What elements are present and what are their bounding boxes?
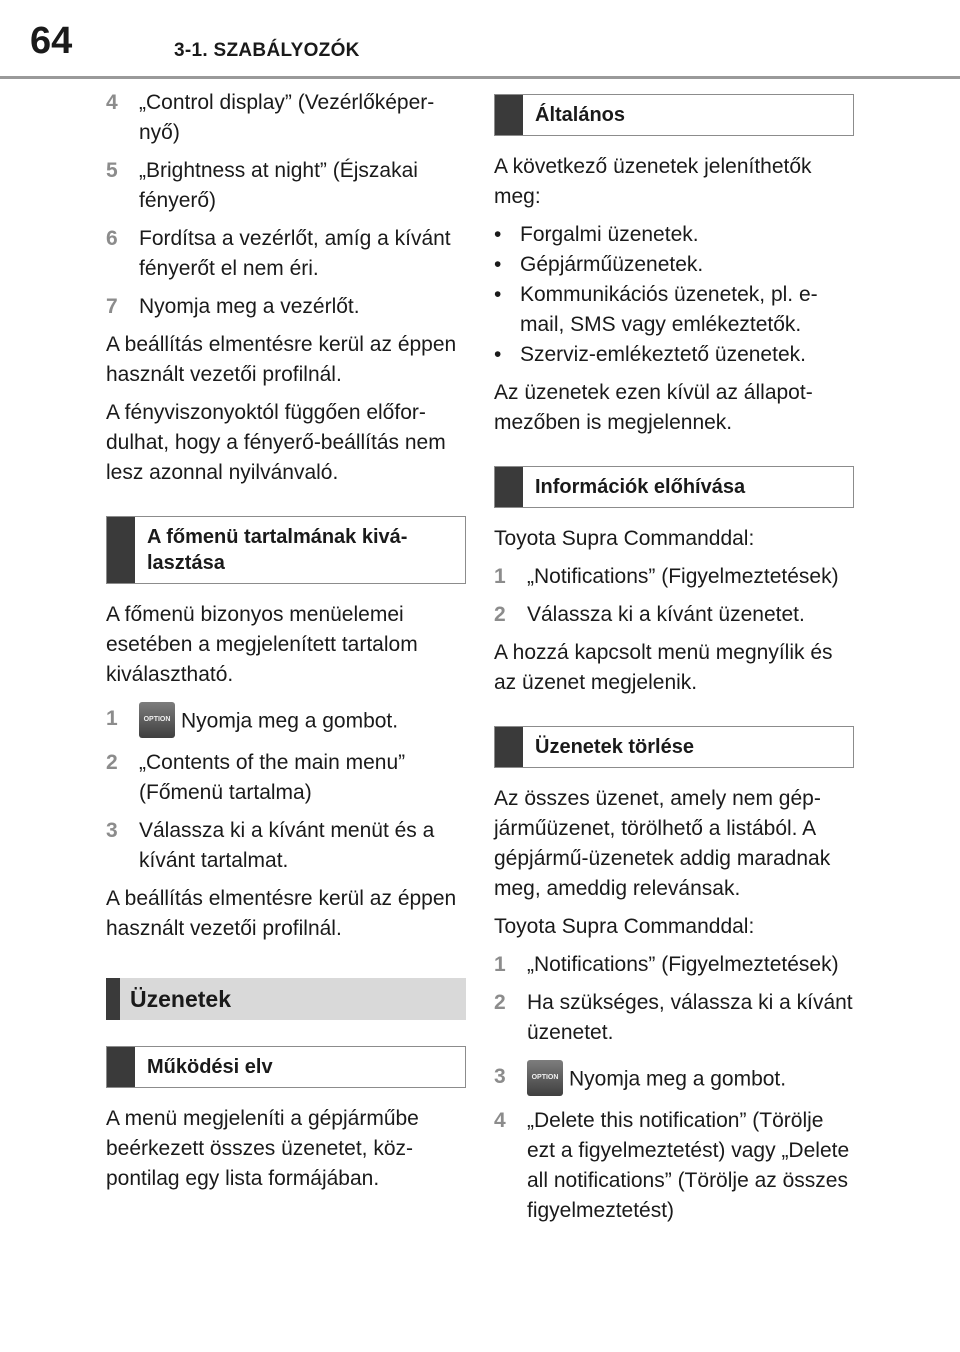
step-item: 4 „Delete this notification” (Törölje ezt a figyelmeztetést) vagy „Delete all notifications” (Törölje az összes figyelmeztetést) (494, 1109, 850, 1222)
bullet-list (494, 220, 854, 370)
paragraph: Az üzenetek ezen kívül az állapotmezőben is megjelennek. (494, 381, 813, 434)
subsection-bar (107, 1047, 135, 1087)
subsection-title: Információk előhívása (535, 476, 746, 498)
step-item: 1 „Notifications” (Figyelmeztetések) (494, 953, 839, 976)
subsection-box (106, 1046, 466, 1088)
paragraph: Toyota Supra Commanddal: (494, 915, 755, 938)
step-item: 7 Nyomja meg a vezérlőt. (106, 295, 360, 318)
paragraph: A fényviszonyoktól függően előfordulhat, hogy a fényerő-beállítás nem lesz azonnal nyilvánvaló. (106, 401, 446, 484)
subsection-bar (495, 727, 523, 767)
section-title: 3-1. SZABÁLYOZÓK (174, 40, 360, 61)
step-item: 3 Válassza ki a kívánt menüt és a kívánt tartalmat. (106, 819, 435, 872)
step-item: 4 „Control display” (Vezérlőképernyő) (106, 91, 435, 144)
left-column (106, 88, 466, 1202)
list-item: • Kommunikációs üzenetek, pl. e-mail, SMS vagy emlékeztetők. (494, 283, 818, 336)
step-item: 2 „Contents of the main menu” (Főmenü tartalma) (106, 751, 406, 804)
subsection-box (106, 516, 466, 584)
right-column (494, 94, 854, 1234)
subsection-box (494, 94, 854, 136)
subsection-box (494, 726, 854, 768)
subsection-title: Működési elv (147, 1056, 273, 1078)
paragraph: A főmenü bizonyos menüelemei esetében a megjelenített tartalom kiválasztható. (106, 603, 418, 686)
header-divider (0, 76, 960, 79)
step-item: 6 Fordítsa a vezérlőt, amíg a kívánt fényerőt el nem éri. (106, 227, 451, 280)
step-item: 5 „Brightness at night” (Éjszakai fényerő) (106, 159, 418, 212)
paragraph: A hozzá kapcsolt menü megnyílik és az üzenet megjelenik. (494, 641, 833, 694)
option-button-icon: OPTION (527, 1060, 563, 1096)
paragraph: Az összes üzenet, amely nem gépjárműüzenet, törölhető a listából. A gépjármű-üzenetek addig maradnak meg, ameddig relevánsak. (494, 787, 831, 900)
subsection-bar (107, 517, 135, 583)
subsection-bar (495, 467, 523, 507)
step-item: 3 OPTION Nyomja meg a gombot. (494, 1062, 854, 1098)
step-item: 2 Válassza ki a kívánt üzenetet. (494, 603, 805, 626)
step-item: 1 OPTION Nyomja meg a gombot. (106, 704, 466, 740)
page-number: 64 (30, 20, 73, 62)
list-item: • Gépjárműüzenetek. (494, 253, 704, 276)
paragraph: A beállítás elmentésre kerül az éppen használt vezetői profilnál. (106, 887, 457, 940)
subsection-title: Általános (535, 104, 626, 126)
list-item: • Forgalmi üzenetek. (494, 223, 699, 246)
section-heading-bar (106, 978, 120, 1020)
subsection-title: Üzenetek törlése (535, 736, 694, 758)
paragraph: A menü megjeleníti a gépjárműbe beérkezett összes üzenetet, központilag egy lista formájában. (106, 1107, 419, 1190)
step-item: 1 „Notifications” (Figyelmeztetések) (494, 565, 839, 588)
section-heading (106, 978, 466, 1020)
list-item: • Szerviz-emlékeztető üzenetek. (494, 343, 806, 366)
subsection-box (494, 466, 854, 508)
subsection-bar (495, 95, 523, 135)
section-heading-title: Üzenetek (130, 986, 231, 1012)
paragraph: Toyota Supra Commanddal: (494, 527, 755, 550)
paragraph: A következő üzenetek jeleníthetők meg: (494, 155, 812, 208)
subsection-title: A főmenü tartalmának kiválasztása (147, 526, 408, 574)
paragraph: A beállítás elmentésre kerül az éppen használt vezetői profilnál. (106, 333, 457, 386)
step-item: 2 Ha szükséges, válassza ki a kívánt üzenetet. (494, 991, 853, 1044)
option-button-icon: OPTION (139, 702, 175, 738)
page-header (0, 0, 960, 78)
